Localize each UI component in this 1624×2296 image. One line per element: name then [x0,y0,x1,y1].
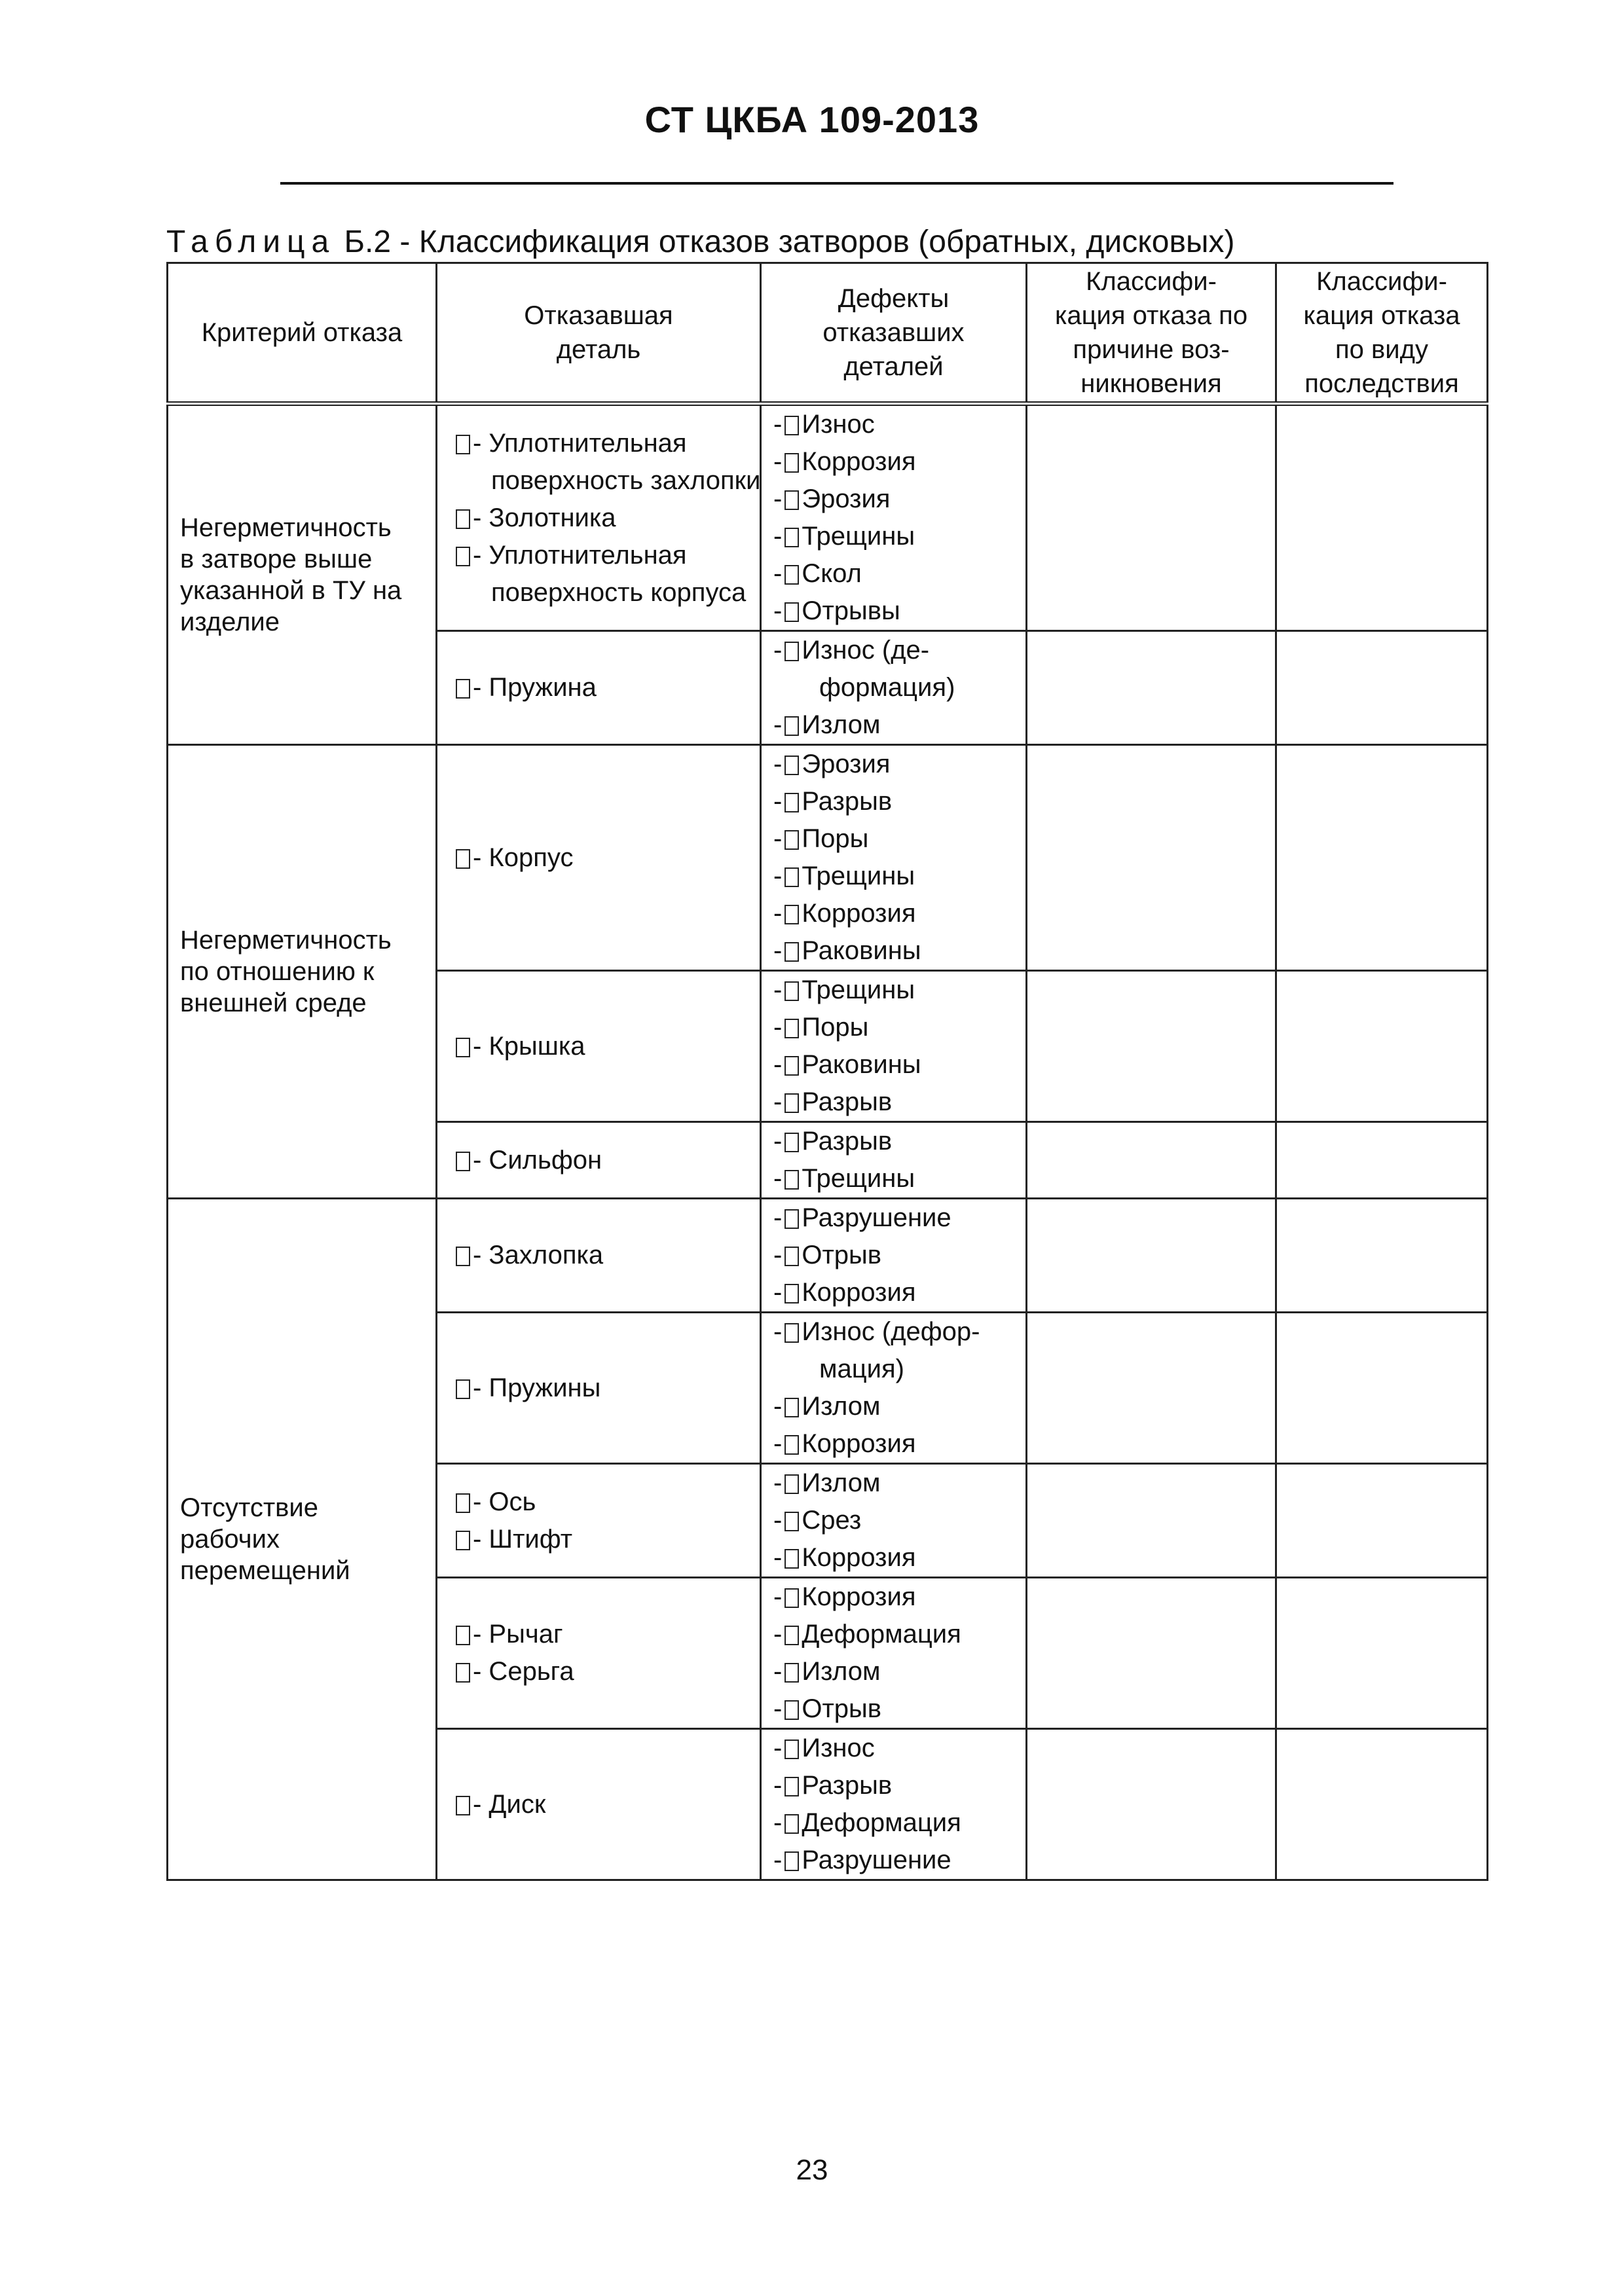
part-defects-cell [761,1122,1027,1199]
defect-item [773,1465,1019,1502]
defect-item [773,1690,1019,1728]
defect-label: Поры [802,824,869,853]
defect-item [773,1425,1019,1463]
consequence-classification-cell [1276,1122,1488,1199]
header-line: последствия [1304,369,1459,398]
checkbox-square-icon [784,1740,799,1759]
defect-item [773,1842,1019,1879]
checkbox-square-icon [784,1435,799,1455]
checkbox-square-icon [784,942,799,962]
checkbox-square-icon [456,679,470,699]
defect-item [773,1767,1019,1804]
part-defects-cell [761,1199,1027,1313]
checkbox-square-icon [784,1777,799,1796]
dash-mark: - [773,899,783,928]
checkbox-square-icon [456,1796,470,1815]
table-row [168,1199,1488,1313]
part-label: - Уплотнительная [473,428,687,458]
header-line: Дефекты [838,284,950,313]
part-item [453,1521,748,1558]
defect-item [773,1730,1019,1767]
defect-item [773,1313,1019,1351]
defect-label: Разрушение [802,1203,951,1232]
failed-part-cell [437,1729,761,1880]
checkbox-square-icon [784,1474,799,1494]
checkbox-square-icon [784,830,799,850]
checkbox-square-icon [784,1170,799,1190]
dash-mark: - [773,1620,783,1649]
defect-label: Излом [802,1392,881,1421]
header-failed-part [437,263,761,404]
dash-mark: - [773,787,783,816]
checkbox-square-icon [784,1663,799,1683]
header-line: Классифи- [1316,267,1447,296]
defect-item [773,1046,1019,1084]
dash-mark: - [773,936,783,965]
failed-part-cell [437,404,761,631]
defect-item [773,706,1019,744]
document-id-header: СТ ЦКБА 109-2013 [644,99,980,140]
part-label: - Диск [473,1789,546,1819]
failed-part-cell [437,1578,761,1729]
criterion-line: в затворе выше [180,545,373,574]
caption-label: Таблица [166,225,336,259]
defect-label: Трещины [802,975,915,1004]
part-item [453,1786,748,1823]
defect-label: Срез [802,1506,862,1535]
defect-label: Износ [802,410,875,439]
dash-mark: - [773,522,783,551]
part-item [453,1028,748,1065]
checkbox-square-icon [784,1814,799,1834]
defect-item [773,1084,1019,1121]
dash-mark: - [773,410,783,439]
checkbox-square-icon [456,1626,470,1645]
dash-mark: - [773,1164,783,1193]
dash-mark: - [773,1241,783,1269]
failure-classification-table-wrap [166,262,1486,1881]
defect-label: Отрыв [802,1694,882,1723]
part-item [453,500,748,537]
part-defects-cell [761,404,1027,631]
checkbox-square-icon [784,867,799,887]
part-defects-cell [761,1313,1027,1464]
part-label: - Рычаг [473,1620,563,1649]
criterion-line: рабочих [180,1525,280,1554]
checkbox-square-icon [784,453,799,473]
header-line: деталь [556,335,641,364]
header-line: Отказавшая [524,301,673,330]
consequence-classification-cell [1276,631,1488,745]
part-label: - Уплотнительная [473,540,687,570]
cause-classification-cell [1027,1199,1276,1313]
checkbox-square-icon [784,1209,799,1229]
checkbox-square-icon [784,1398,799,1417]
defect-item [773,746,1019,783]
table-body [168,404,1488,1880]
checkbox-square-icon [784,1588,799,1608]
cause-classification-cell [1027,404,1276,631]
defect-item [773,443,1019,481]
defect-label: Излом [802,710,881,739]
table-row [168,404,1488,631]
defect-label: Износ (дефор- [802,1317,980,1346]
criterion-line: изделие [180,608,280,636]
checkbox-square-icon [784,756,799,775]
consequence-classification-cell [1276,404,1488,631]
dash-mark: - [773,1694,783,1723]
defect-item [773,632,1019,669]
part-defects-cell [761,745,1027,971]
defect-item [773,932,1019,970]
dash-mark: - [773,596,783,625]
dash-mark: - [773,1657,783,1686]
part-label: - Сильфон [473,1145,602,1175]
defect-label: Разрыв [802,1771,893,1800]
caption-text: Б.2 - Классификация отказов затворов (обратных, дисковых) [335,225,1235,259]
dash-mark: - [773,1317,783,1346]
dash-mark: - [773,1050,783,1079]
part-defects-cell [761,1729,1027,1880]
checkbox-square-icon [784,1133,799,1152]
checkbox-square-icon [456,1152,470,1171]
checkbox-square-icon [784,905,799,924]
defect-item [773,1160,1019,1197]
defect-item [773,858,1019,895]
checkbox-square-icon [784,981,799,1001]
defect-label: Разрушение [802,1846,951,1874]
checkbox-square-icon [784,1549,799,1569]
defect-label: Разрыв [802,787,893,816]
dash-mark: - [773,1127,783,1156]
defect-label: Раковины [802,936,921,965]
table-caption [166,224,1234,260]
page-number: 23 [796,2154,828,2186]
cause-classification-cell [1027,631,1276,745]
defect-item [773,406,1019,443]
checkbox-square-icon [784,416,799,435]
defect-item [773,1578,1019,1616]
defect-item [773,1237,1019,1274]
checkbox-square-icon [784,1851,799,1871]
part-item [453,669,748,706]
consequence-classification-cell [1276,1313,1488,1464]
defect-item [773,1539,1019,1576]
part-defects-cell [761,631,1027,745]
defect-label: Коррозия [802,899,916,928]
defect-item [773,1502,1019,1539]
dash-mark: - [773,559,783,588]
dash-mark: - [773,750,783,778]
checkbox-square-icon [456,509,470,529]
part-defects-cell [761,971,1027,1122]
part-label: - Ось [473,1487,536,1516]
criterion-line: по отношению к [180,957,375,986]
consequence-classification-cell [1276,1464,1488,1578]
checkbox-square-icon [456,547,470,566]
dash-mark: - [773,710,783,739]
defect-label: Отрывы [802,596,900,625]
dash-mark: - [773,636,783,665]
criterion-line: внешней среде [180,989,367,1017]
defect-item [773,1009,1019,1046]
defect-label: Коррозия [802,1582,916,1611]
failure-criterion-cell [168,404,437,745]
dash-mark: - [773,975,783,1004]
criterion-line: Негерметичность [180,926,392,955]
defect-label: Отрыв [802,1241,882,1269]
defect-item [773,1274,1019,1311]
part-label-continuation: поверхность захлопки [491,465,761,495]
failed-part-cell [437,1313,761,1464]
dash-mark: - [773,824,783,853]
header-line: по виду [1335,335,1428,364]
part-label: - Крышка [473,1031,585,1061]
dash-mark: - [773,1278,783,1307]
failed-part-cell [437,1122,761,1199]
checkbox-square-icon [784,1512,799,1531]
defect-label: Коррозия [802,447,916,476]
header-line: отказавших [822,318,965,347]
part-item [453,425,748,462]
defect-item [773,820,1019,858]
defect-label: Деформация [802,1808,961,1837]
failure-classification-table [166,262,1488,1881]
consequence-classification-cell [1276,1578,1488,1729]
checkbox-square-icon [784,716,799,736]
checkbox-square-icon [456,1493,470,1513]
cause-classification-cell [1027,745,1276,971]
dash-mark: - [773,1771,783,1800]
defect-item [773,555,1019,592]
failed-part-cell [437,631,761,745]
defect-label: Износ (де- [802,636,930,665]
checkbox-square-icon [456,1038,470,1057]
checkbox-square-icon [784,1323,799,1343]
part-label: - Корпус [473,843,574,872]
part-defects-cell [761,1578,1027,1729]
part-label: - Штифт [473,1524,573,1554]
header-consequence-classification [1276,263,1488,404]
dash-mark: - [773,1808,783,1837]
checkbox-square-icon [784,1019,799,1038]
part-label: - Захлопка [473,1241,604,1269]
header-line: никновения [1080,369,1222,398]
cause-classification-cell [1027,1578,1276,1729]
defect-item [773,481,1019,518]
defect-item [773,518,1019,555]
defect-label-continuation: мация) [819,1355,904,1383]
defect-label: Излом [802,1468,881,1497]
part-label: - Пружины [473,1373,601,1402]
checkbox-square-icon [456,1531,470,1550]
checkbox-square-icon [784,490,799,510]
cause-classification-cell [1027,1122,1276,1199]
part-item [453,537,748,574]
consequence-classification-cell [1276,1199,1488,1313]
defect-label: Скол [802,559,862,588]
defect-label: Износ [802,1734,875,1762]
defect-item [773,1123,1019,1160]
defect-item [773,1653,1019,1690]
part-item [453,1370,748,1407]
defect-label-continuation: формация) [819,673,955,702]
defect-item [773,592,1019,630]
defect-item [773,1804,1019,1842]
defect-item [773,1616,1019,1653]
defect-label: Трещины [802,1164,915,1193]
failed-part-cell [437,1464,761,1578]
checkbox-square-icon [784,565,799,585]
failure-criterion-cell [168,1199,437,1880]
defect-label: Коррозия [802,1429,916,1458]
dash-mark: - [773,484,783,513]
defect-label: Коррозия [802,1543,916,1572]
checkbox-square-icon [784,642,799,661]
defect-label: Разрыв [802,1087,893,1116]
failure-criterion-cell [168,745,437,1199]
part-item [453,1237,748,1274]
part-defects-cell [761,1464,1027,1578]
header-cause-classification [1027,263,1276,404]
checkbox-square-icon [784,793,799,812]
dash-mark: - [773,447,783,476]
header-line: кация отказа по [1054,301,1248,330]
defect-label: Эрозия [802,484,891,513]
consequence-classification-cell [1276,971,1488,1122]
cause-classification-cell [1027,1464,1276,1578]
consequence-classification-cell [1276,1729,1488,1880]
header-line: деталей [843,352,944,381]
criterion-line: Негерметичность [180,513,392,542]
defect-label: Коррозия [802,1278,916,1307]
part-label-continuation: поверхность корпуса [491,577,747,607]
consequence-classification-cell [1276,745,1488,971]
defect-label: Поры [802,1013,869,1042]
checkbox-square-icon [784,1247,799,1266]
defect-label: Деформация [802,1620,961,1649]
header-failure-criterion [168,263,437,404]
cause-classification-cell [1027,1313,1276,1464]
cause-classification-cell [1027,1729,1276,1880]
dash-mark: - [773,1203,783,1232]
defect-item [773,972,1019,1009]
header-rule [280,182,1393,185]
header-line: кация отказа [1303,301,1460,330]
checkbox-square-icon [456,1663,470,1683]
dash-mark: - [773,1582,783,1611]
dash-mark: - [773,1506,783,1535]
checkbox-square-icon [456,1247,470,1266]
table-row [168,745,1488,971]
criterion-line: перемещений [180,1556,350,1585]
defect-label: Трещины [802,862,915,890]
checkbox-square-icon [456,435,470,454]
part-label: - Серьга [473,1657,574,1686]
defect-label: Разрыв [802,1127,893,1156]
part-label: - Пружина [473,673,597,702]
checkbox-square-icon [784,1700,799,1720]
defect-item [773,783,1019,820]
dash-mark: - [773,1734,783,1762]
checkbox-square-icon [456,1379,470,1399]
dash-mark: - [773,862,783,890]
checkbox-square-icon [784,528,799,547]
dash-mark: - [773,1543,783,1572]
criterion-line: Отсутствие [180,1493,319,1522]
table-header-row [168,263,1488,404]
part-label: - Золотника [473,503,616,532]
checkbox-square-icon [784,1626,799,1645]
header-line: Критерий отказа [201,318,403,347]
part-item [453,1616,748,1653]
checkbox-square-icon [784,602,799,622]
defect-label: Излом [802,1657,881,1686]
failed-part-cell [437,971,761,1122]
header-part-defects [761,263,1027,404]
dash-mark: - [773,1392,783,1421]
dash-mark: - [773,1429,783,1458]
checkbox-square-icon [456,849,470,869]
checkbox-square-icon [784,1056,799,1076]
header-line: причине воз- [1073,335,1230,364]
defect-item [773,895,1019,932]
dash-mark: - [773,1013,783,1042]
cause-classification-cell [1027,971,1276,1122]
defect-label: Трещины [802,522,915,551]
dash-mark: - [773,1846,783,1874]
part-item [453,1142,748,1179]
checkbox-square-icon [784,1093,799,1113]
dash-mark: - [773,1468,783,1497]
part-item [453,839,748,877]
failed-part-cell [437,745,761,971]
checkbox-square-icon [784,1284,799,1303]
header-line: Классифи- [1086,267,1217,296]
defect-item [773,1388,1019,1425]
criterion-line: указанной в ТУ на [180,576,402,605]
part-item [453,1653,748,1690]
defect-label: Раковины [802,1050,921,1079]
failed-part-cell [437,1199,761,1313]
defect-item [773,1199,1019,1237]
defect-label: Эрозия [802,750,891,778]
dash-mark: - [773,1087,783,1116]
part-item [453,1484,748,1521]
